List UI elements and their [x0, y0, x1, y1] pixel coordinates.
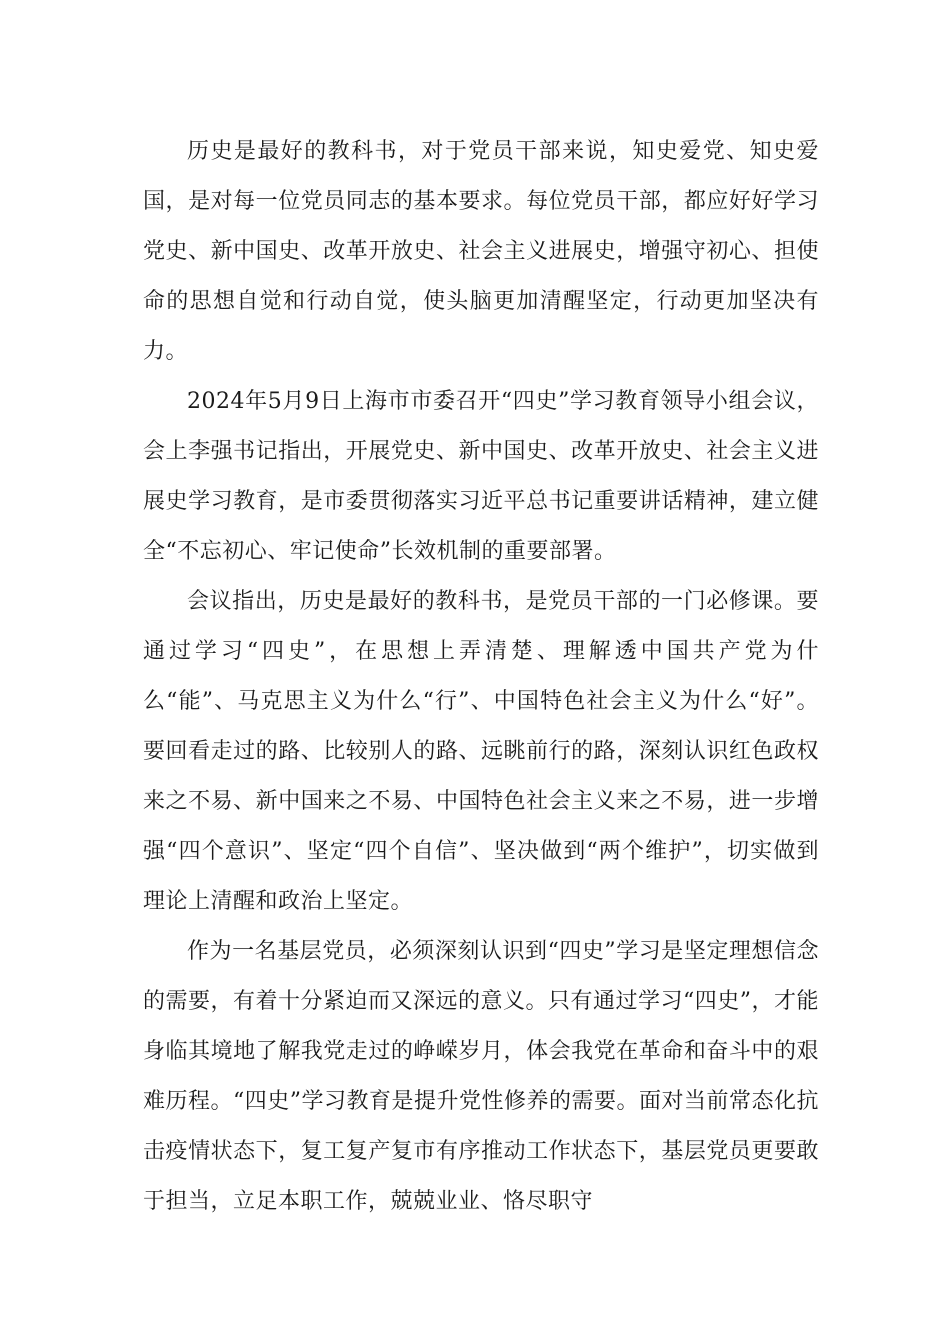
paragraph-3: 会议指出，历史是最好的教科书，是党员干部的一门必修课。要通过学习“四史”，在思想上弄清楚、理解透中国共产党为什么“能”、马克思主义为什么“行”、中国特色社会主义为什么“好”。要回看走过的路、比较别人的路、远眺前行的路，深刻认识红色政权来之不易、新中国来之不易、中国特色社会主义来之不易，进一步增强“四个意识”、坚定“四个自信”、坚决做到“两个维护”，切实做到理论上清醒和政治上坚定。 — [143, 589, 820, 914]
paragraph-4: 作为一名基层党员，必须深刻认识到“四史”学习是坚定理想信念的需要，有着十分紧迫而又深远的意义。只有通过学习“四史”，才能身临其境地了解我党走过的峥嵘岁月，体会我党在革命和奋斗中的艰难历程。“四史”学习教育是提升党性修养的需要。面对当前常态化抗击疫情状态下，复工复产复市有序推动工作状态下，基层党员更要敢于担当，立足本职工作，兢兢业业、恪尽职守 — [143, 939, 819, 1214]
paragraph-2: 2024年5月9日上海市市委召开“四史”学习教育领导小组会议，会上李强书记指出，开展党史、新中国史、改革开放史、社会主义进展史学习教育，是市委贯彻落实习近平总书记重要讲话精神，建立健全“不忘初心、牢记使命”长效机制的重要部署。 — [143, 389, 819, 564]
paragraph-1: 历史是最好的教科书，对于党员干部来说，知史爱党、知史爱国，是对每一位党员同志的基本要求。每位党员干部，都应好好学习党史、新中国史、改革开放史、社会主义进展史，增强守初心、担使命的思想自觉和行动自觉，使头脑更加清醒坚定，行动更加坚决有力。 — [143, 139, 819, 364]
document-body — [143, 127, 819, 1227]
